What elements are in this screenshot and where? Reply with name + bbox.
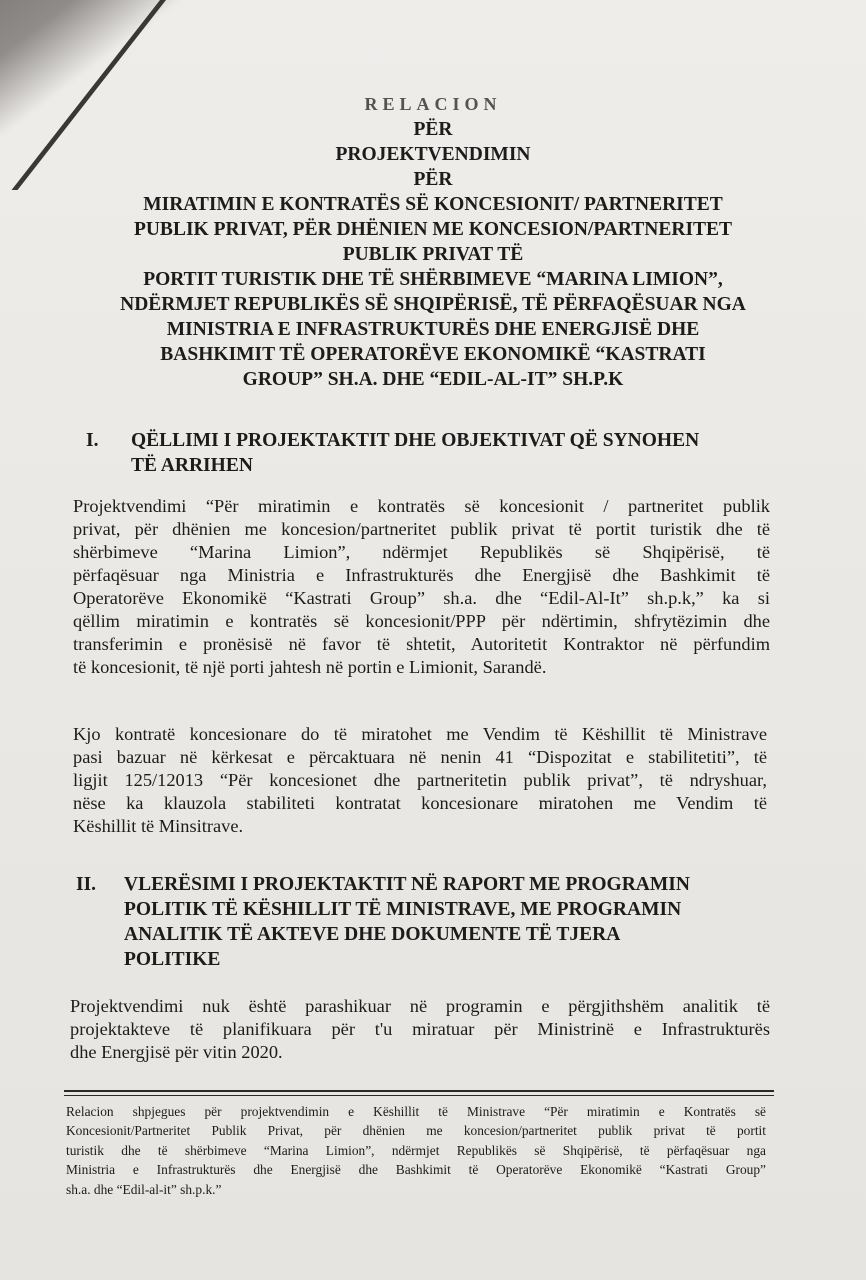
section-2-heading-line: POLITIKE	[124, 949, 221, 970]
title-line: MINISTRIA E INFRASTRUKTURËS DHE ENERGJISË DHE	[166, 319, 700, 340]
section-2-number: II.	[76, 874, 97, 895]
title-line: RELACION	[364, 94, 502, 114]
paragraph-line: qëllim miratimin e kontratës së koncesionit/PPP për ndërtimin, shfrytëzimin dhe	[73, 611, 770, 631]
section-1-heading-line: TË ARRIHEN	[131, 455, 253, 476]
title-line: PUBLIK PRIVAT TË	[342, 244, 524, 265]
section-1-paragraph-2	[73, 723, 767, 838]
section-1-heading	[86, 428, 786, 480]
paragraph-line: Operatorëve Ekonomikë “Kastrati Group” sh.a. dhe “Edil-Al-It” sh.p.k,” ka si	[73, 588, 770, 608]
paragraph-line: pasi bazuar në kërkesat e përcaktuara në nenin 41 “Dispozitat e stabilitetiti”, të	[73, 747, 767, 767]
section-2-heading	[76, 872, 776, 972]
title-line: PËR	[413, 119, 453, 140]
paragraph-line: transferimin e pronësisë në favor të shtetit, Autoritetit Kontraktor në përfundim	[73, 634, 770, 654]
section-2-heading-line: ANALITIK TË AKTEVE DHE DOKUMENTE TË TJERA	[124, 924, 621, 945]
paragraph-line: përfaqësuar nga Ministria e Infrastrukturës dhe Energjisë dhe Bashkimit të	[73, 565, 770, 585]
title-line: PËR	[413, 169, 453, 190]
paragraph-line: të koncesionit, të një porti jahtesh në portin e Limionit, Sarandë.	[73, 657, 547, 677]
footnote-line: Relacion shpjegues për projektvendimin e Këshillit të Ministrave “Për miratimin e Kontratës së	[66, 1104, 766, 1119]
title-line: NDËRMJET REPUBLIKËS SË SHQIPËRISË, TË PËRFAQËSUAR NGA	[120, 294, 746, 315]
title-line: PORTIT TURISTIK DHE TË SHËRBIMEVE “MARINA LIMION”,	[143, 269, 723, 290]
paragraph-line: dhe Energjisë për vitin 2020.	[70, 1042, 283, 1062]
paragraph-line: nëse ka klauzola stabiliteti kontratat koncesionare miratohen me Vendim të	[73, 793, 767, 813]
section-2-heading-line: VLERËSIMI I PROJEKTAKTIT NË RAPORT ME PROGRAMIN	[124, 874, 690, 895]
paragraph-line: Këshillit të Minsitrave.	[73, 816, 244, 836]
paragraph-line: ligjit 125/12013 “Për koncesionet dhe partneritetin publik privat”, të ndryshuar,	[73, 770, 767, 790]
footnote-line: turistik dhe të shërbimeve “Marina Limion”, ndërmjet Republikës së Shqipërisë, të përfaqësuar nga	[66, 1142, 766, 1158]
paragraph-line: privat, për dhënien me koncesion/partneritet publik privat të portit turistik dhe të	[73, 519, 770, 539]
document-title	[60, 92, 806, 392]
footnote	[66, 1102, 766, 1199]
footnote-line: Ministria e Infrastrukturës dhe Energjisë dhe Bashkimit të Operatorëve Ekonomikë “Kastrati Group”	[66, 1162, 766, 1178]
paragraph-line: projektakteve të planifikuara për t'u miratuar për Ministrinë e Infrastrukturës	[70, 1019, 770, 1039]
paragraph-line: Projektvendimi “Për miratimin e kontratës së koncesionit / partneritet publik	[73, 496, 770, 516]
section-1-paragraph-1	[73, 495, 770, 679]
footnote-divider	[64, 1090, 774, 1096]
footnote-line: sh.a. dhe “Edil-al-it” sh.p.k.”	[66, 1181, 222, 1197]
title-line: BASHKIMIT TË OPERATORËVE EKONOMIKË “KASTRATI	[160, 344, 706, 365]
section-2-paragraph-1	[70, 995, 770, 1064]
title-line: MIRATIMIN E KONTRATËS SË KONCESIONIT/ PARTNERITET	[143, 194, 723, 215]
title-line: PUBLIK PRIVAT, PËR DHËNIEN ME KONCESION/PARTNERITET	[133, 219, 733, 240]
paragraph-line: Kjo kontratë koncesionare do të miratohet me Vendim të Këshillit të Ministrave	[73, 724, 767, 744]
footnote-line: Koncesionit/Partneritet Publik Privat, për dhënien me koncesion/partneritet publik privat të portit	[66, 1123, 766, 1139]
section-1-number: I.	[86, 430, 99, 451]
section-2-heading-line: POLITIK TË KËSHILLIT TË MINISTRAVE, ME PROGRAMIN	[124, 899, 682, 920]
section-1-heading-line: QËLLIMI I PROJEKTAKTIT DHE OBJEKTIVAT QË SYNOHEN	[131, 430, 700, 451]
title-line: GROUP” SH.A. DHE “EDIL-AL-IT” SH.P.K	[242, 369, 624, 390]
title-line: PROJEKTVENDIMIN	[335, 144, 531, 165]
paragraph-line: shërbimeve “Marina Limion”, ndërmjet Republikës së Shqipërisë, të	[73, 542, 770, 562]
paragraph-line: Projektvendimi nuk është parashikuar në programin e përgjithshëm analitik të	[70, 996, 770, 1016]
